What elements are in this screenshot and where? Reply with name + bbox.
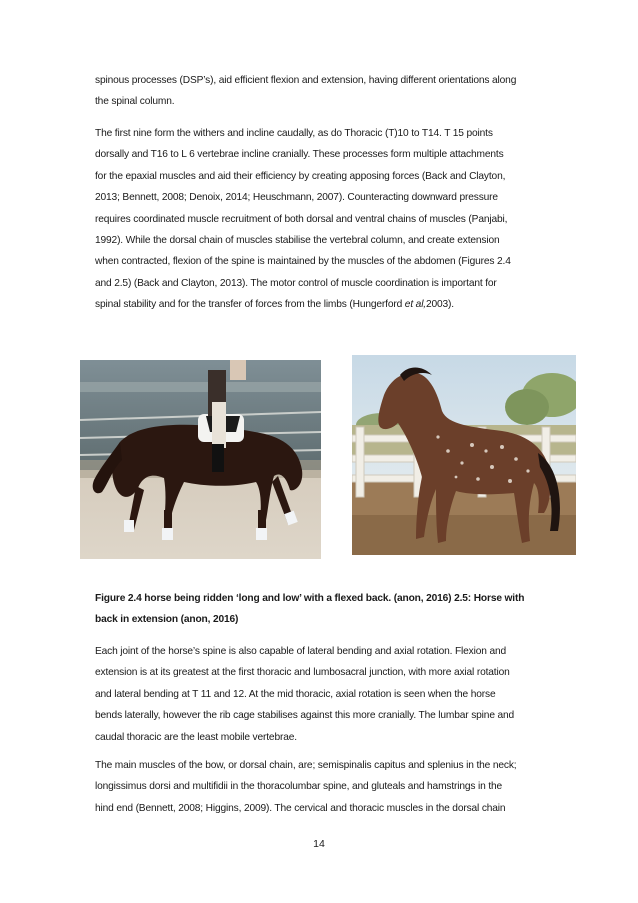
text-line: The first nine form the withers and incline caudally, as do Thoracic (T)10 to T14. T 15 points <box>95 128 493 139</box>
text-line <box>95 294 550 315</box>
text-line: Each joint of the horse’s spine is also capable of lateral bending and axial rotation. Flexion and <box>95 646 506 657</box>
paragraph-3 <box>95 641 550 748</box>
figure-standing-horse-photo <box>352 355 576 555</box>
text-line: requires coordinated muscle recruitment of both dorsal and ventral chains of muscles (Panjabi, <box>95 213 508 225</box>
figure-ridden-horse-photo <box>80 360 321 559</box>
text-line: the spinal column. <box>95 96 175 108</box>
text-line: The main muscles of the bow, or dorsal chain, are; semispinalis capitus and splenius in the neck; <box>95 760 517 771</box>
figure-caption <box>95 588 550 631</box>
text-line: 1992). While the dorsal chain of muscles stabilise the vertebral column, and create extension <box>95 235 500 247</box>
text-line: extension is at its greatest at the first thoracic and lumbosacral junction, with more axial rotation <box>95 667 510 679</box>
text-run: spinal stability and for the transfer of forces from the limbs (Hungerford <box>95 299 405 311</box>
caption-line: Figure 2.4 horse being ridden ‘long and low’ with a flexed back. (anon, 2016) 2.5: Horse with <box>95 593 525 604</box>
caption-line: back in extension (anon, 2016) <box>95 614 239 626</box>
text-line: longissimus dorsi and multifidii in the thoracolumbar spine, and gluteals and hamstrings in the <box>95 781 503 793</box>
text-run: 2003). <box>425 299 454 311</box>
text-line: when contracted, flexion of the spine is maintained by the muscles of the abdomen (Figures 2.4 <box>95 256 511 268</box>
text-line: and lateral bending at T 11 and 12. At the mid thoracic, axial rotation is seen when the horse <box>95 688 496 700</box>
page-number: 14 <box>313 838 325 850</box>
text-line: caudal thoracic are the least mobile vertebrae. <box>95 731 297 743</box>
text-line: spinous processes (DSP’s), aid efficient flexion and extension, having different orientations along <box>95 75 517 86</box>
text-line: and 2.5) (Back and Clayton, 2013). The motor control of muscle coordination is important for <box>95 277 497 289</box>
text-line: bends laterally, however the rib cage stabilises against this more cranially. The lumbar spine and <box>95 710 515 722</box>
paragraph-2 <box>95 123 550 316</box>
standing-horse-image <box>352 355 576 555</box>
text-line: dorsally and T16 to L 6 vertebrae incline cranially. These processes form multiple attachments <box>95 149 504 161</box>
text-line: 2013; Bennett, 2008; Denoix, 2014; Heuschmann, 2007). Counteracting downward pressure <box>95 192 498 204</box>
ridden-horse-image <box>80 360 321 559</box>
text-line: for the epaxial muscles and aid their efficiency by creating apposing forces (Back and Clayton, <box>95 170 506 182</box>
citation-et-al: et al, <box>404 299 426 311</box>
paragraph-1 <box>95 70 550 113</box>
text-line: hind end (Bennett, 2008; Higgins, 2009). The cervical and thoracic muscles in the dorsal chain <box>95 802 506 814</box>
paragraph-4 <box>95 755 550 819</box>
